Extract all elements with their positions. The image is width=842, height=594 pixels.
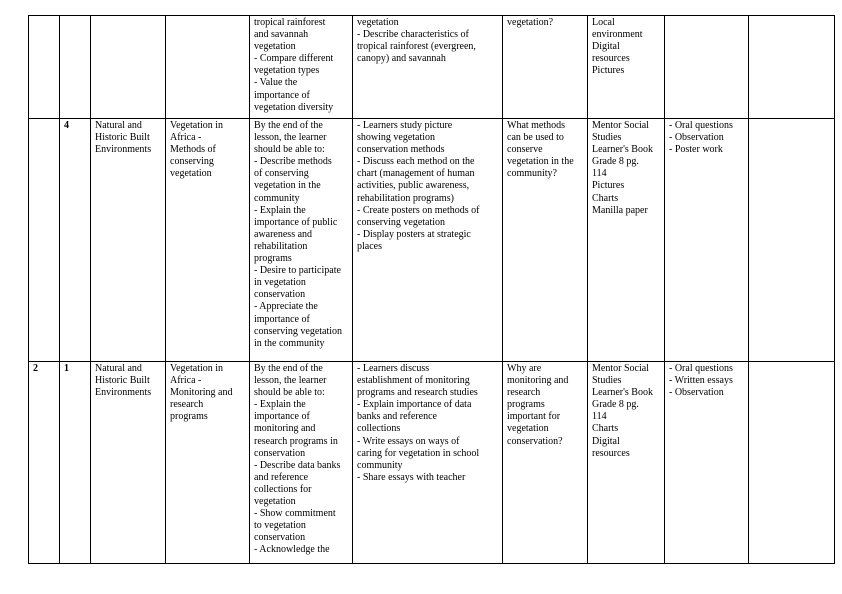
cell-line: Charts	[592, 192, 619, 204]
cell-line: Studies	[592, 375, 622, 387]
learning-outcomes-cell	[250, 362, 353, 564]
cell-line: - Describe characteristics of	[357, 29, 469, 41]
cell-line: banks and reference	[357, 411, 437, 423]
cell-line: in vegetation	[254, 277, 306, 289]
cell-line: Mentor Social	[592, 120, 649, 131]
sub-strand-cell	[166, 16, 250, 119]
cell-line: programs and research studies	[357, 387, 478, 399]
cell-line: What methods	[507, 120, 566, 131]
cell-line: conserving	[170, 156, 214, 168]
cell-line: should be able to:	[254, 144, 325, 156]
cell-line: programs	[254, 253, 292, 265]
cell-line: Pictures	[592, 65, 625, 77]
cell-line: collections for	[254, 483, 312, 495]
learning-experiences-cell	[353, 119, 503, 362]
cell-line: places	[357, 240, 382, 252]
assessment-cell	[665, 362, 749, 564]
key-inquiry-question-cell	[503, 16, 588, 119]
cell-line: canopy) and savannah	[357, 53, 446, 65]
cell-line: - Value the	[254, 77, 298, 89]
cell-line: vegetation in the	[254, 180, 321, 192]
cell-line: vegetation	[170, 168, 212, 180]
cell-line: community?	[507, 168, 557, 180]
cell-line: - Describe data banks	[254, 459, 341, 471]
cell-line: - Share essays with teacher	[357, 471, 466, 483]
cell-line: important for	[507, 411, 561, 423]
cell-line: Pictures	[592, 180, 625, 192]
cell-line: - Learners discuss	[357, 363, 430, 374]
cell-line: monitoring and	[507, 375, 569, 387]
cell-line: chart (management of human	[357, 168, 475, 180]
learning-resources-cell	[588, 119, 665, 362]
cell-line: lesson, the learner	[254, 132, 327, 144]
cell-line: programs	[507, 399, 545, 411]
cell-line: Grade 8 pg.	[592, 399, 639, 411]
assessment-cell	[665, 16, 749, 119]
cell-line: Historic Built	[95, 132, 150, 144]
cell-line: Local	[592, 17, 615, 28]
cell-line: conserve	[507, 144, 543, 156]
week-cell	[29, 119, 60, 362]
cell-line: rehabilitation programs)	[357, 192, 454, 204]
cell-line: vegetation	[254, 496, 296, 508]
cell-line: activities, public awareness,	[357, 180, 470, 192]
cell-line: research	[507, 387, 541, 399]
cell-line: Natural and	[95, 120, 142, 131]
cell-line: - Show commitment	[254, 508, 336, 520]
cell-line: programs	[170, 411, 208, 423]
cell-line: tropical rainforest (evergreen,	[357, 41, 476, 53]
cell-line: - Oral questions	[669, 363, 733, 374]
cell-line: Why are	[507, 363, 542, 374]
learning-experiences-cell	[353, 362, 503, 564]
cell-line: - Oral questions	[669, 120, 733, 131]
cell-line: establishment of monitoring	[357, 375, 470, 387]
cell-line: vegetation	[254, 41, 296, 53]
cell-line: - Observation	[669, 132, 724, 144]
cell-line: - Create posters on methods of	[357, 204, 480, 216]
cell-line: 114	[592, 168, 607, 180]
cell-line: Methods of	[170, 144, 216, 156]
learning-resources-cell	[588, 362, 665, 564]
cell-line: vegetation types	[254, 65, 320, 77]
table-row	[29, 362, 835, 564]
cell-line: Charts	[592, 423, 619, 435]
table-body	[29, 16, 835, 564]
learning-resources-cell	[588, 16, 665, 119]
cell-line: and savannah	[254, 29, 309, 41]
cell-line: Digital	[592, 41, 620, 53]
strand-cell	[91, 119, 166, 362]
scheme-of-work-table	[28, 15, 835, 564]
cell-line: in the community	[254, 337, 325, 349]
lesson-cell: 1	[60, 362, 91, 564]
cell-line: vegetation in the	[507, 156, 574, 168]
cell-line: Environments	[95, 144, 152, 156]
cell-line: - Acknowledge the	[254, 544, 330, 556]
cell-line: - Poster work	[669, 144, 723, 156]
week-cell: 2	[29, 362, 60, 564]
cell-line: showing vegetation	[357, 132, 436, 144]
learning-outcomes-cell	[250, 119, 353, 362]
table-row	[29, 16, 835, 119]
cell-line: Grade 8 pg.	[592, 156, 639, 168]
strand-cell	[91, 362, 166, 564]
cell-line: of conserving	[254, 168, 309, 180]
cell-line: awareness and	[254, 228, 313, 240]
learning-experiences-cell	[353, 16, 503, 119]
sub-strand-cell	[166, 362, 250, 564]
cell-line: - Written essays	[669, 375, 733, 387]
cell-line: - Compare different	[254, 53, 334, 65]
cell-line: conservation	[254, 289, 306, 301]
cell-line: environment	[592, 29, 643, 41]
cell-line: conservation	[254, 532, 306, 544]
cell-line: Vegetation in	[170, 120, 224, 131]
cell-line: community	[254, 192, 300, 204]
cell-line: - Appreciate the	[254, 301, 318, 313]
cell-line: - Learners study picture	[357, 120, 453, 131]
cell-line: conservation?	[507, 435, 563, 447]
cell-line: By the end of the	[254, 120, 323, 131]
sub-strand-cell	[166, 119, 250, 362]
cell-line: 114	[592, 411, 607, 423]
cell-line: research programs in	[254, 435, 338, 447]
cell-line: can be used to	[507, 132, 564, 144]
cell-line: importance of public	[254, 216, 338, 228]
week-cell	[29, 16, 60, 119]
cell-line: vegetation diversity	[254, 101, 334, 113]
cell-line: - Write essays on ways of	[357, 435, 460, 447]
reflection-cell	[749, 362, 835, 564]
reflection-cell	[749, 16, 835, 119]
cell-line: - Describe methods	[254, 156, 332, 168]
cell-line: resources	[592, 447, 630, 459]
cell-line: - Display posters at strategic	[357, 228, 471, 240]
cell-line: Monitoring and	[170, 387, 233, 399]
cell-line: monitoring and	[254, 423, 316, 435]
cell-line: - Explain the	[254, 204, 306, 216]
cell-line: to vegetation	[254, 520, 306, 532]
key-inquiry-question-cell	[503, 119, 588, 362]
cell-line: Manilla paper	[592, 204, 648, 216]
cell-line: should be able to:	[254, 387, 325, 399]
cell-line: collections	[357, 423, 401, 435]
cell-line: Historic Built	[95, 375, 150, 387]
cell-line: importance of	[254, 89, 310, 101]
cell-line: conserving vegetation	[357, 216, 446, 228]
cell-line: Learner's Book	[592, 387, 653, 399]
cell-line: conserving vegetation	[254, 325, 343, 337]
cell-line: Learner's Book	[592, 144, 653, 156]
cell-line: Vegetation in	[170, 363, 224, 374]
strand-cell	[91, 16, 166, 119]
lesson-cell	[60, 16, 91, 119]
cell-line: vegetation	[507, 423, 549, 435]
cell-line: By the end of the	[254, 363, 323, 374]
cell-line: Mentor Social	[592, 363, 649, 374]
cell-line: Africa -	[170, 375, 202, 387]
cell-line: - Explain the	[254, 399, 306, 411]
cell-line: vegetation	[357, 17, 399, 28]
cell-line: resources	[592, 53, 630, 65]
cell-line: Environments	[95, 387, 152, 399]
cell-line: community	[357, 459, 403, 471]
cell-line: conservation	[254, 447, 306, 459]
key-inquiry-question-cell	[503, 362, 588, 564]
cell-line: - Discuss each method on the	[357, 156, 475, 168]
cell-line: - Desire to participate	[254, 265, 341, 277]
cell-line: importance of	[254, 411, 310, 423]
assessment-cell	[665, 119, 749, 362]
cell-line: vegetation?	[507, 17, 554, 28]
cell-line: Digital	[592, 435, 620, 447]
cell-line: rehabilitation	[254, 240, 308, 252]
lesson-cell: 4	[60, 119, 91, 362]
cell-line: and reference	[254, 471, 309, 483]
cell-line: conservation methods	[357, 144, 445, 156]
cell-line: - Observation	[669, 387, 724, 399]
cell-line: Studies	[592, 132, 622, 144]
cell-line: caring for vegetation in school	[357, 447, 480, 459]
cell-line: lesson, the learner	[254, 375, 327, 387]
cell-line: tropical rainforest	[254, 17, 326, 28]
reflection-cell	[749, 119, 835, 362]
cell-line: importance of	[254, 313, 310, 325]
learning-outcomes-cell	[250, 16, 353, 119]
cell-line: Africa -	[170, 132, 202, 144]
cell-line: - Explain importance of data	[357, 399, 472, 411]
cell-line: research	[170, 399, 204, 411]
cell-line: Natural and	[95, 363, 142, 374]
table-row	[29, 119, 835, 362]
